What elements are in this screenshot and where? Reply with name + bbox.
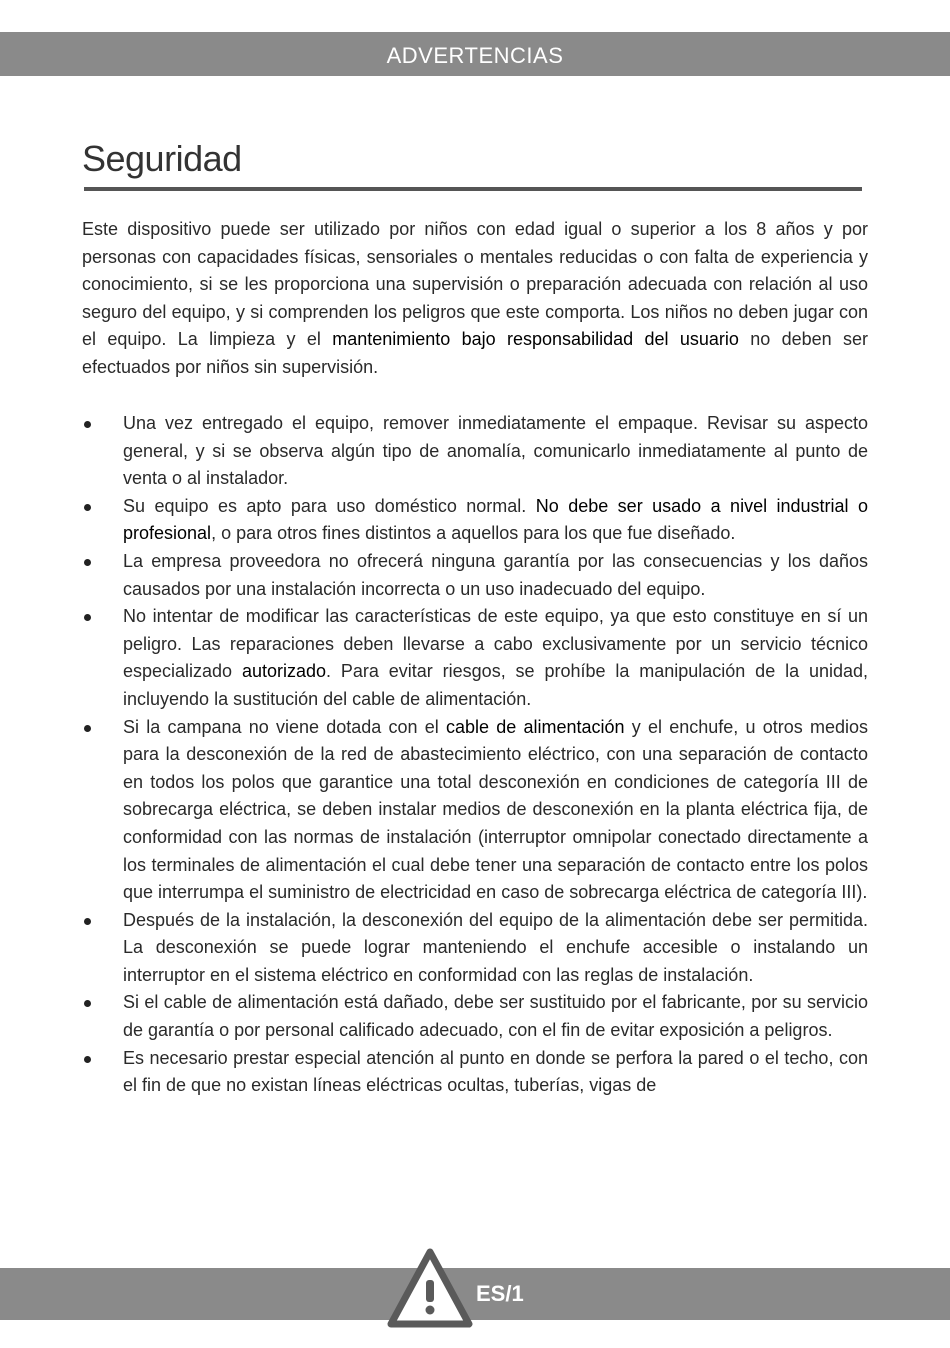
list-item bbox=[82, 603, 868, 713]
list-item-text: La empresa proveedora no ofrecerá ninguna garantía por las consecuencias y los daños causados por una instalación incorrecta o un uso inadecuado del equipo. bbox=[123, 550, 868, 599]
bullet-icon bbox=[84, 725, 91, 732]
footer-bar bbox=[0, 1268, 950, 1320]
title-underline bbox=[84, 187, 862, 191]
intro-text-end: no deben ser efectuados por niños sin supervisión. bbox=[82, 329, 868, 377]
bullet-icon bbox=[84, 1056, 91, 1063]
page-title: Seguridad bbox=[82, 138, 242, 179]
list-item bbox=[82, 714, 868, 907]
bullet-icon bbox=[84, 421, 91, 428]
list-item-text-end: , o para otros fines distintos a aquellos para los que fue diseñado. bbox=[211, 523, 736, 544]
list-item bbox=[82, 907, 868, 990]
bullet-icon bbox=[84, 504, 91, 511]
bullet-icon bbox=[84, 559, 91, 566]
warning-triangle-icon bbox=[387, 1248, 473, 1328]
list-item-highlight: cable de alimentación bbox=[445, 716, 625, 737]
header-title: ADVERTENCIAS bbox=[386, 43, 564, 68]
list-item-highlight: autorizado bbox=[241, 661, 327, 682]
list-item bbox=[82, 410, 868, 493]
list-item-text: Después de la instalación, la desconexión del equipo de la alimentación debe ser permitida. La desconexión se puede lograr manteniendo el enchufe accesible o instalando un interruptor en el sistema eléctrico en conformidad con las reglas de instalación. bbox=[123, 909, 868, 985]
list-item-text: Su equipo es apto para uso doméstico normal. bbox=[123, 495, 536, 516]
list-item-text-end: y el enchufe, u otros medios para la desconexión de la red de abastecimiento eléctrico, con una separación de contacto en todos los polos que garantice una total desconexión en condiciones de categoría III de sobrecarga eléctrica, se deben instalar medios de desconexión en la planta eléctrica fija, de conformidad con las normas de instalación (interruptor omnipolar conectado directamente a los terminales de alimentación el cual debe tener una separación de contacto entre los polos que interrumpa el suministro de electricidad en caso de sobrecarga eléctrica de categoría III). bbox=[123, 716, 868, 903]
page-number: ES/1 bbox=[476, 1281, 524, 1306]
bullet-icon bbox=[84, 614, 91, 621]
list-item-highlight: No debe ser usado a nivel industrial o profesional bbox=[123, 495, 869, 544]
intro-paragraph bbox=[82, 216, 868, 382]
list-item bbox=[82, 493, 868, 548]
list-item bbox=[82, 548, 868, 603]
list-item bbox=[82, 989, 868, 1044]
warnings-list bbox=[82, 410, 868, 1100]
list-item-text-end: . Para evitar riesgos, se prohíbe la manipulación de la unidad, incluyendo la sustitución del cable de alimentación. bbox=[123, 661, 869, 709]
list-item-text: No intentar de modificar las características de este equipo, ya que esto constituye en sí un peligro. Las reparaciones deben llevarse a cabo exclusivamente por un servicio técnico especializado bbox=[123, 606, 868, 682]
intro-text: Este dispositivo puede ser utilizado por niños con edad igual o superior a los 8 años y por personas con capacidades físicas, sensoriales o mentales reducidas o con falta de experiencia y conocimiento, si se les proporciona una supervisión o preparación adecuada con relación al uso seguro del equipo, y si comprenden los peligros que este comporta. Los niños no deben jugar con el equipo. La limpieza y el bbox=[82, 219, 868, 350]
list-item-text: Si la campana no viene dotada con el bbox=[123, 716, 446, 737]
bullet-icon bbox=[84, 918, 91, 925]
list-item-text: Una vez entregado el equipo, remover inmediatamente el empaque. Revisar su aspecto general, y si se observa algún tipo de anomalía, comunicarlo inmediatamente al punto de venta o al instalador. bbox=[123, 413, 868, 489]
bullet-icon bbox=[84, 1000, 91, 1007]
list-item bbox=[82, 1045, 868, 1100]
intro-highlight: mantenimiento bajo responsabilidad del usuario bbox=[332, 329, 739, 350]
list-item-text: Es necesario prestar especial atención al punto en donde se perfora la pared o el techo, con el fin de que no existan líneas eléctricas ocultas, tuberías, vigas de bbox=[123, 1047, 868, 1096]
list-item-text: Si el cable de alimentación está dañado, debe ser sustituido por el fabricante, por su servicio de garantía o por personal calificado adecuado, con el fin de evitar exposición a peligros. bbox=[123, 992, 868, 1041]
